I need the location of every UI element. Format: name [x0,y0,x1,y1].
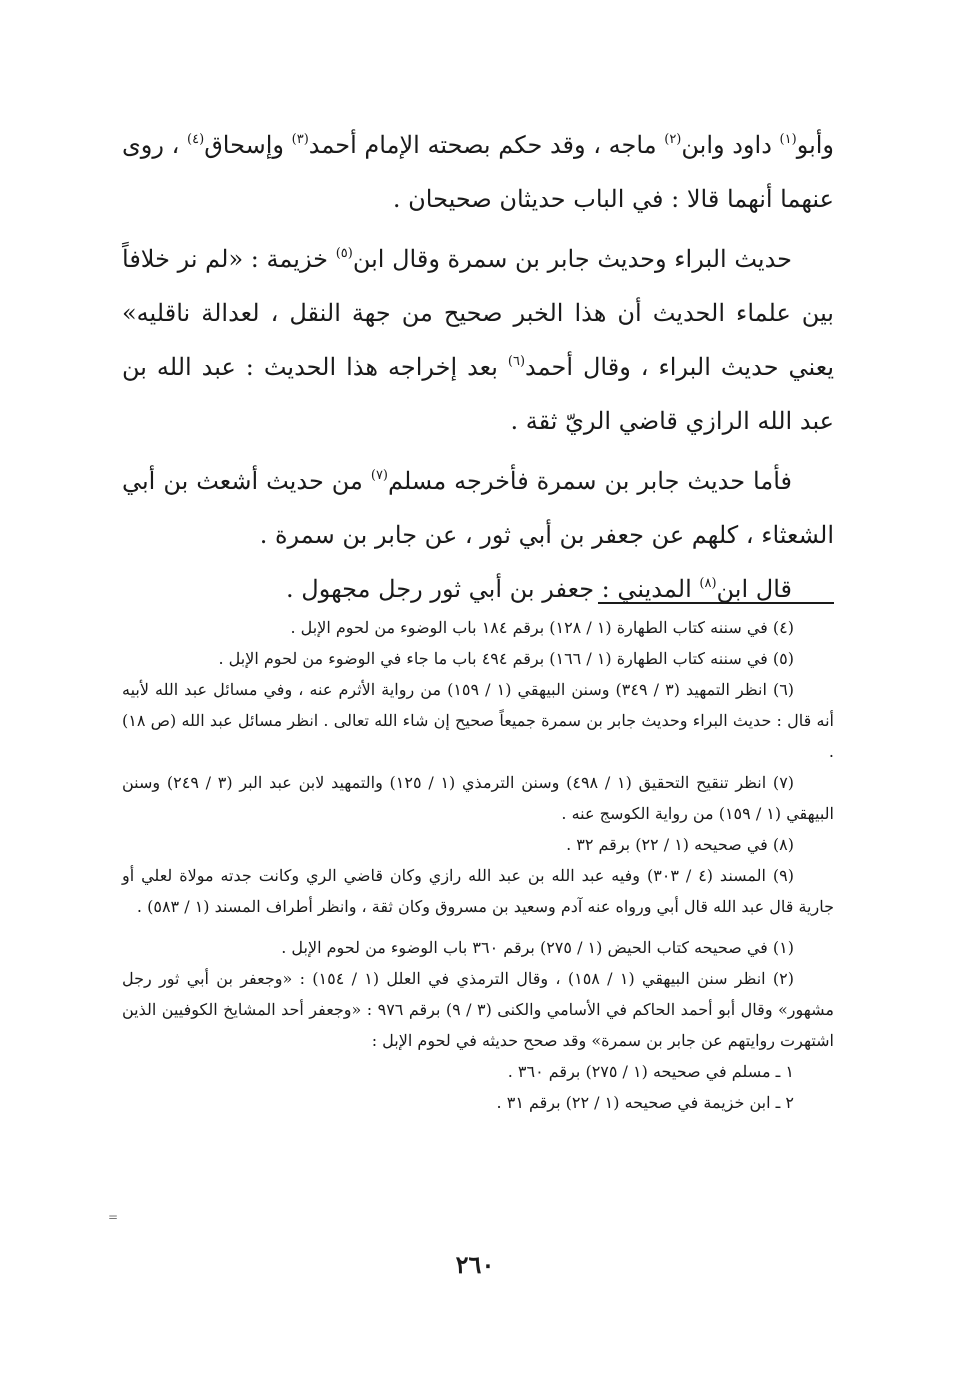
footnotes [122,612,834,1118]
footnote-ref-3[interactable]: (٣) [291,132,309,147]
page-number: ٢٦٠ [455,1250,495,1279]
text-segment: وأبو [796,131,835,159]
footnote-6: (٦) انظر التمهيد (٣ / ٣٤٩) وسنن البيهقي (١ / ١٥٩) من رواية الأثرم عنه ، وفي مسائل عبد الله لأبيه أنه قال : حديث البراء وحديث جابر بن سمرة جميعاً صحيح إن شاء الله تعالى . انظر مسائل عبد الله (ص ١٨) . [122,680,835,761]
footnote-ref-2[interactable]: (٢) [664,132,682,147]
footnote-4: (٤) في سننه كتاب الطهارة (١ / ١٢٨) برقم ١٨٤ باب الوضوء من لحوم الإبل . [290,618,794,637]
footnote-8: (٨) في صحيحه (١ / ٢٢) برقم ٣٢ . [566,835,794,854]
footnote-9: (٩) المسند (٤ / ٣٠٣) وفيه عبد الله بن عبد الله رازي وكان قاضي الري وكانت جدته مولاة لعلي أو جارية قال عبد الله قال أبي ورواه عنه آدم وسعيد بن مسروق وكان ثقة ، وانظر أطراف المسند (١ / ٥٨٣) . [122,866,834,916]
footnote-ref-8[interactable]: (٨) [699,576,717,591]
paragraph-3 [122,454,834,562]
main-text [122,118,834,616]
text-segment: وإسحاق [204,131,292,159]
text-segment: حديث البراء وحديث جابر بن سمرة وقال ابن [352,245,793,273]
footnote-ref-4[interactable]: (٤) [187,132,205,147]
paragraph-1 [122,118,834,226]
footnote-separator [598,602,834,604]
footnote-2-item-2: ٢ ـ ابن خزيمة في صحيحه (١ / ٢٢) برقم ٣١ . [496,1093,794,1112]
text-segment: فأما حديث جابر بن سمرة فأخرجه مسلم [388,467,792,495]
text-segment: من حديث أشعث بن أبي الشعثاء ، كلهم عن جعفر بن أبي ثور ، عن جابر بن سمرة . [122,467,834,549]
footnote-1: (١) في صحيحه كتاب الحيض (١ / ٢٧٥) برقم ٣٦٠ باب الوضوء من لحوم الإبل . [281,938,794,957]
footnote-ref-6[interactable]: (٦) [507,354,526,369]
text-segment: قال ابن [716,575,792,603]
margin-mark: = [108,1210,119,1224]
footnote-5: (٥) في سننه كتاب الطهارة (١ / ١٦٦) برقم ٤٩٤ باب ما جاء في الوضوء من لحوم الإبل . [218,649,794,668]
text-segment: المديني : جعفر بن أبي ثور رجل مجهول . [286,575,700,603]
text-segment: ماجه ، وقد حكم بصحته الإمام أحمد [308,131,665,159]
text-segment: داود وابن [681,131,780,159]
paragraph-4 [122,562,834,616]
paragraph-2 [122,232,834,448]
footnote-2: (٢) انظر سنن البيهقي (١ / ١٥٨) ، وقال الترمذي في العلل (١ / ١٥٤) : «وجعفر بن أبي ثور رجل مشهور» وقال أبو أحمد الحاكم في الأسامي والكنى (٣ / ٩) برقم ٩٧٦ : «وجعفر أحد المشايخ الكوفيين الذين اشتهرت روايتهم عن جابر بن سمرة» وقد صحح حديثه في لحوم الإبل : [122,969,835,1050]
footnote-ref-7[interactable]: (٧) [370,468,388,483]
text-segment: خزيمة : «لم نر خلافاً بين علماء الحديث أن هذا الخبر صحيح من جهة النقل ، لعدالة ناقليه» يعني حديث البراء ، وقال أحمد [122,245,834,381]
footnote-ref-1[interactable]: (١) [779,132,797,147]
footnote-2-item-1: ١ ـ مسلم في صحيحه (١ / ٢٧٥) برقم ٣٦٠ . [507,1062,794,1081]
footnote-ref-5[interactable]: (٥) [335,246,353,261]
text-segment: بعد إخراجه هذا الحديث : عبد الله بن عبد الله الرازي قاضي الريّ ثقة . [122,353,834,435]
footnote-block-2 [122,932,834,1118]
footnote-7: (٧) انظر تنقيح التحقيق (١ / ٤٩٨) وسنن الترمذي (١ / ١٢٥) والتمهيد لابن عبد البر (٣ / ٢٤٩) وسنن البيهقي (١ / ١٥٩) من رواية الكوسج عنه . [122,773,834,823]
text-segment: ، روى عنهما أنهما قالا : في الباب حديثان صحيحان . [122,131,834,213]
